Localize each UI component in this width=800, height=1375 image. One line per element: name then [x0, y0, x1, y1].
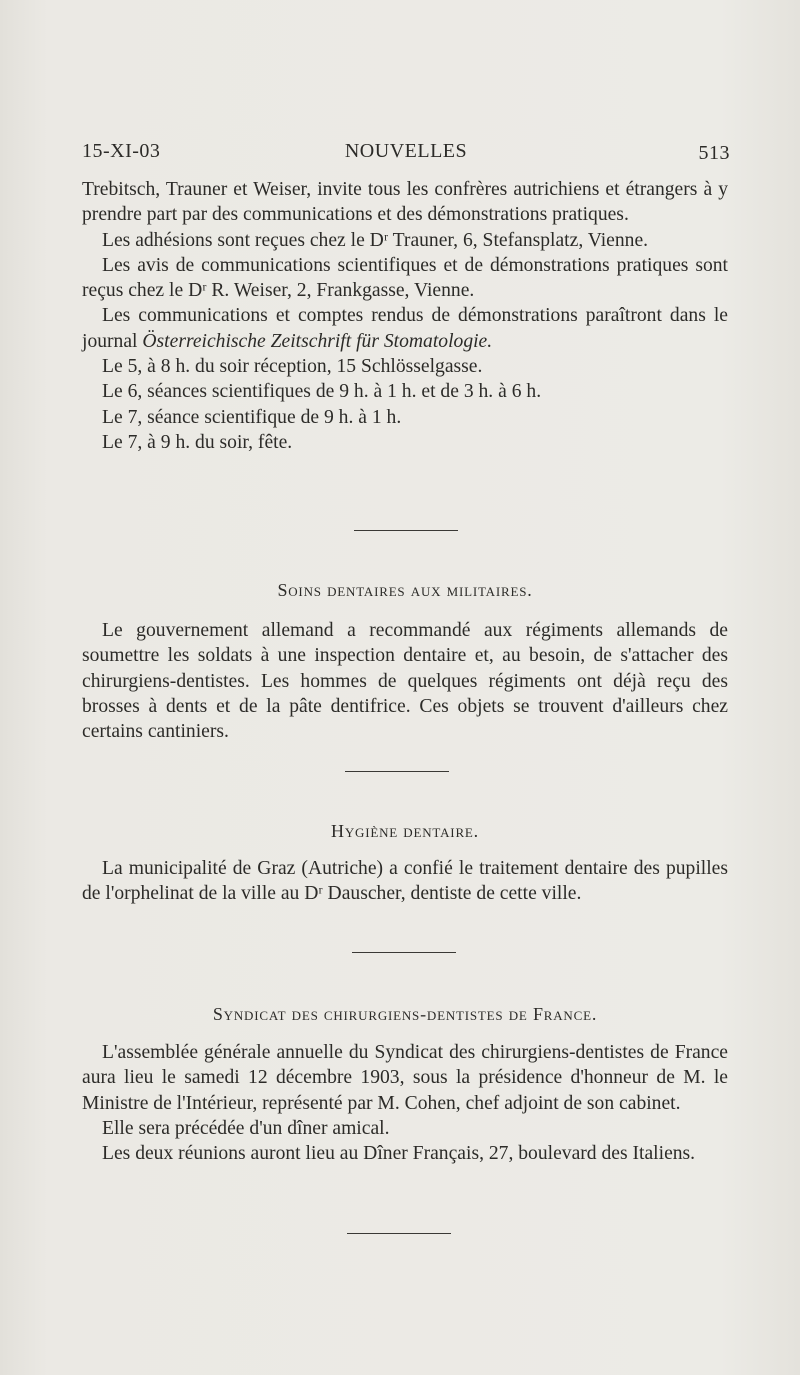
schedule-line: Le 6, séances scientifiques de 9 h. à 1 h. et de 3 h. à 6 h. [102, 381, 542, 403]
section-divider [345, 771, 449, 772]
section-heading: Soins dentaires aux militaires. [277, 580, 533, 600]
paragraph: Elle sera précédée d'un dîner amical. [102, 1117, 390, 1139]
section-body [82, 856, 728, 907]
section-title: NOUVELLES [344, 140, 468, 162]
schedule-line: Le 7, séance scientifique de 9 h. à 1 h. [102, 406, 402, 428]
section-divider [347, 1233, 451, 1234]
section-divider [354, 530, 458, 531]
paragraph-text: Les communications et comptes rendus de démonstrations paraîtront dans le journal [82, 305, 728, 352]
running-header [82, 140, 730, 170]
section-divider [352, 952, 456, 953]
paragraph: Les adhésions sont reçues chez le Dʳ Trauner, 6, Stefansplatz, Vienne. [102, 229, 649, 251]
section-body [82, 1040, 728, 1166]
section-heading: Syndicat des chirurgiens-dentistes de France. [212, 1004, 598, 1024]
paragraph: Les avis de communications scientifiques et de démonstrations pratiques sont reçus chez le Dʳ R. Weiser, 2, Frankgasse, Vienne. [82, 254, 728, 302]
journal-title: Österreichische Zeitschrift für Stomatologie. [142, 330, 493, 352]
paragraph [82, 303, 728, 354]
schedule-line: Le 7, à 9 h. du soir, fête. [102, 431, 293, 453]
section-body [82, 618, 728, 744]
continued-article [82, 177, 728, 455]
section-heading: Hygiène dentaire. [331, 821, 479, 841]
issue-date: 15-XI-03 [82, 140, 161, 162]
paragraph: L'assemblée générale annuelle du Syndicat des chirurgiens-dentistes de France aura lieu le samedi 12 décembre 1903, sous la présidence d'honneur de M. le Ministre de l'Intérieur, représenté par M. Cohen, chef adjoint de son cabinet. [82, 1042, 728, 1114]
paragraph: Le gouvernement allemand a recommandé aux régiments allemands de soumettre les soldats à une inspection dentaire et, au besoin, de s'attacher des chirurgiens-dentistes. Les hommes de quelques régiments ont déjà reçu des brosses à dents et de la pâte dentifrice. Ces objets se trouvent d'ailleurs chez certains cantiniers. [82, 620, 728, 743]
page-number: 513 [698, 142, 730, 164]
paragraph: La municipalité de Graz (Autriche) a confié le traitement dentaire des pupilles de l'orphelinat de la ville au Dʳ Dauscher, dentiste de cette ville. [82, 858, 728, 905]
schedule-line: Le 5, à 8 h. du soir réception, 15 Schlösselgasse. [102, 356, 483, 378]
paragraph: Les deux réunions auront lieu au Dîner Français, 27, boulevard des Italiens. [102, 1143, 696, 1165]
paragraph: Trebitsch, Trauner et Weiser, invite tous les confrères autrichiens et étrangers à y prendre part par des communications et des démonstrations pratiques. [82, 179, 728, 226]
